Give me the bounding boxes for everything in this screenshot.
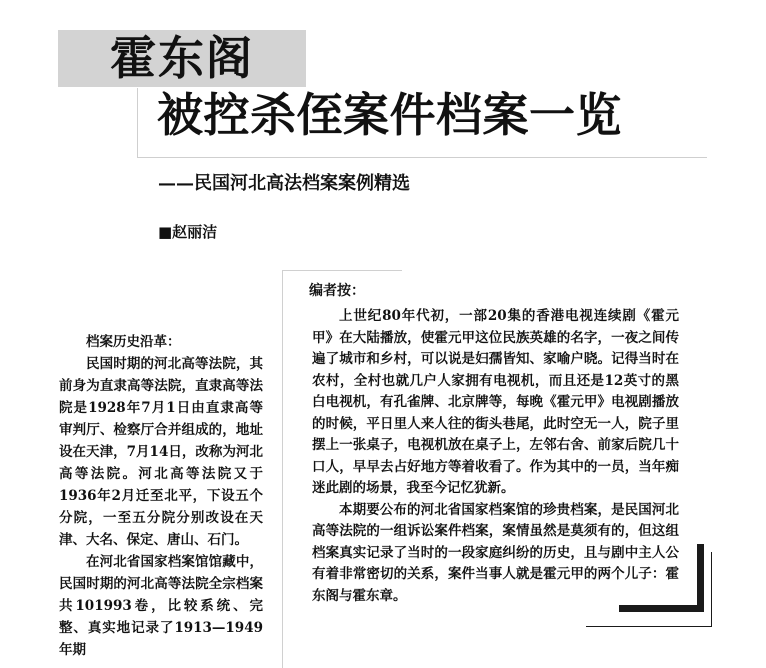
author-byline: ■赵丽洁	[158, 223, 218, 241]
corner-bracket-thin-horizontal	[586, 626, 712, 627]
title-frame-horizontal	[137, 157, 707, 158]
body-paragraph: 在河北省国家档案馆馆藏中，民国时期的河北高等法院全宗档案共101993卷，比较系统、完整、真实地记录了1913—1949年期	[59, 554, 263, 658]
corner-bracket-thick-horizontal	[619, 605, 704, 612]
title-line-2: 被控杀侄案件档案一览	[157, 88, 622, 142]
section-heading: 档案历史沿革：	[86, 334, 181, 350]
left-column	[59, 331, 263, 661]
corner-bracket-thick-vertical	[697, 544, 704, 612]
note-frame-horizontal	[282, 270, 402, 271]
subtitle: ——民国河北高法档案案例精选	[158, 173, 410, 194]
note-paragraph: 上世纪80年代初，一部20集的香港电视连续剧《霍元甲》在大陆播放，使霍元甲这位民族英雄的名字，一夜之间传遍了城市和乡村，可以说是妇孺皆知、家喻户晓。记得当时在农村，全村也就几户人家拥有电视机，而且还是12英寸的黑白电视机，有孔雀牌、北京牌等，每晚《霍元甲》电视剧播放的时候，平日里人来人往的街头巷尾，此时空无一人，院子里摆上一张桌子，电视机放在桌子上，左邻右舍、前家后院几十口人，早早去占好地方等着收看了。作为其中的一员，当年痴迷此剧的场景，我至今记忆犹新。	[312, 308, 679, 496]
body-paragraph: 民国时期的河北高等法院，其前身为直隶高等法院，直隶高等法院是1928年7月1日由直隶高等审判厅、检察厅合并组成的，地址设在天津，7月14日，改称为河北高等法院。河北高等法院又于1936年2月迁至北平，下设五个分院，一至五分院分别改设在天津、大名、保定、唐山、石门。	[59, 356, 263, 548]
note-paragraph: 本期要公布的河北省国家档案馆的珍贵档案，是民国河北高等法院的一组诉讼案件档案，案情虽然是莫须有的，但这组档案真实记录了当时的一段家庭纠纷的历史，且与剧中主人公有着非常密切的关系，案件当事人就是霍元甲的两个儿子：霍东阁与霍东章。	[312, 501, 679, 604]
corner-bracket-thin-vertical	[711, 552, 712, 627]
title-frame-vertical	[137, 88, 138, 158]
editor-note-body	[312, 306, 679, 607]
title-line-1: 霍东阁	[110, 31, 254, 85]
note-frame-vertical	[282, 270, 283, 668]
editor-note-label: 编者按：	[309, 283, 365, 299]
